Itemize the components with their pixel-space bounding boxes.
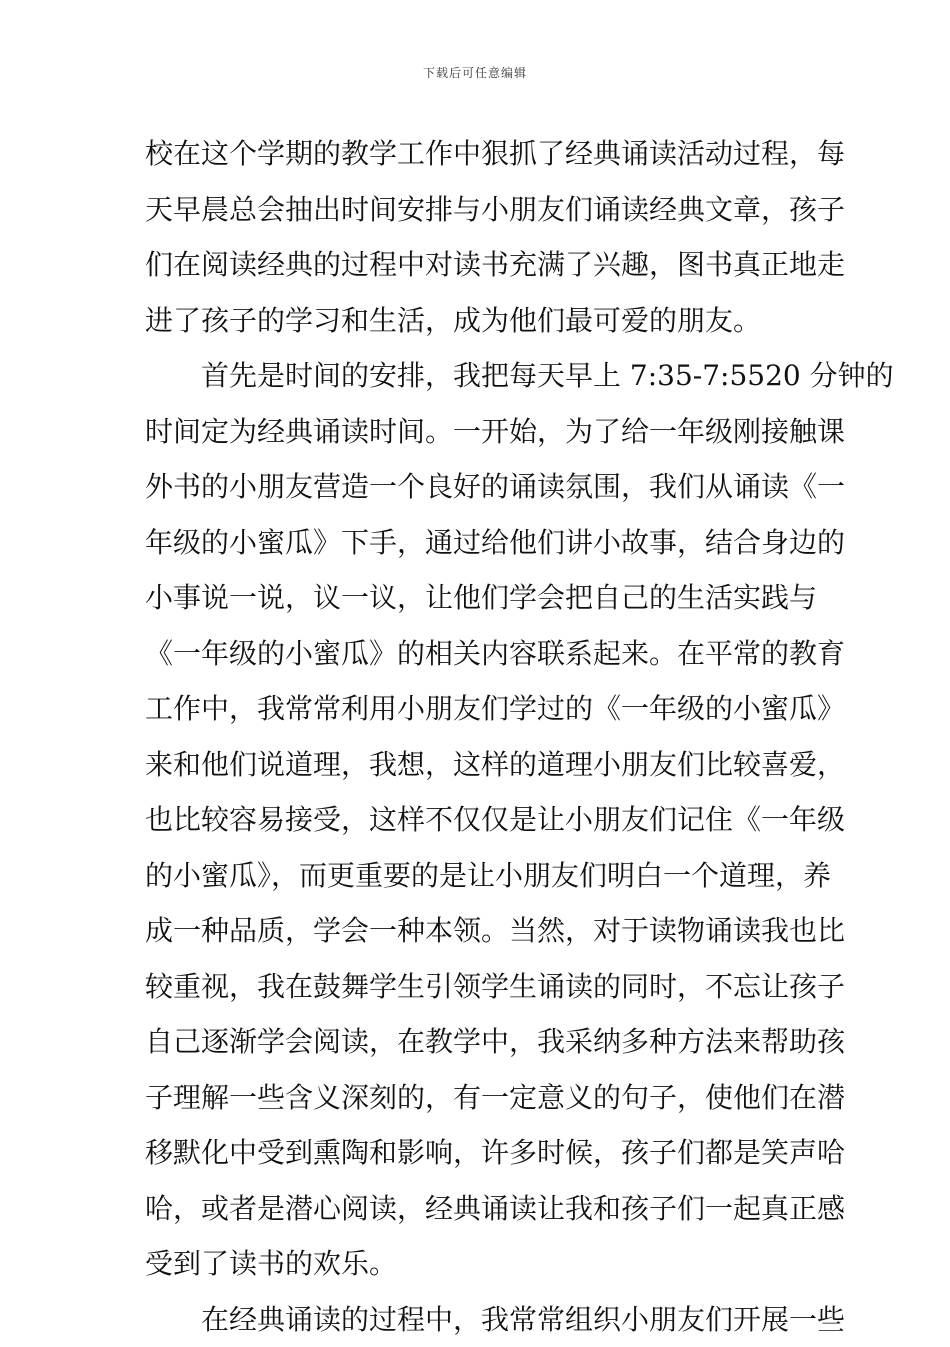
text-line: 移默化中受到熏陶和影响，许多时候，孩子们都是笑声哈: [145, 1125, 810, 1181]
text-line: 时间定为经典诵读时间。一开始，为了给一年级刚接触课: [145, 404, 810, 460]
text-line: 天早晨总会抽出时间安排与小朋友们诵读经典文章，孩子: [145, 182, 810, 238]
text-line: 们在阅读经典的过程中对读书充满了兴趣，图书真正地走: [145, 237, 810, 293]
text-line: 子理解一些含义深刻的，有一定意义的句子，使他们在潜: [145, 1070, 810, 1126]
document-body: [145, 126, 810, 1347]
text-line: 《一年级的小蜜瓜》的相关内容联系起来。在平常的教育: [145, 626, 810, 682]
text-line: 工作中，我常常利用小朋友们学过的《一年级的小蜜瓜》: [145, 681, 810, 737]
text-line: 小事说一说，议一议，让他们学会把自己的生活实践与: [145, 570, 810, 626]
text-line: 哈，或者是潜心阅读，经典诵读让我和孩子们一起真正感: [145, 1181, 810, 1237]
text-line: 也比较容易接受，这样不仅仅是让小朋友们记住《一年级: [145, 792, 810, 848]
text-line: 在经典诵读的过程中，我常常组织小朋友们开展一些: [145, 1292, 810, 1347]
text-line: 外书的小朋友营造一个良好的诵读氛围，我们从诵读《一: [145, 459, 810, 515]
text-line: 进了孩子的学习和生活，成为他们最可爱的朋友。: [145, 293, 810, 349]
page-header: 下载后可任意编辑: [0, 64, 950, 81]
text-line: 的小蜜瓜》，而更重要的是让小朋友们明白一个道理，养: [145, 848, 810, 904]
text-line: 首先是时间的安排，我把每天早上 7:35-7:5520 分钟的: [145, 348, 810, 404]
text-line: 成一种品质，学会一种本领。当然，对于读物诵读我也比: [145, 903, 810, 959]
text-line: 自己逐渐学会阅读，在教学中，我采纳多种方法来帮助孩: [145, 1014, 810, 1070]
text-line: 校在这个学期的教学工作中狠抓了经典诵读活动过程，每: [145, 126, 810, 182]
text-line: 年级的小蜜瓜》下手，通过给他们讲小故事，结合身边的: [145, 515, 810, 571]
text-line: 来和他们说道理，我想，这样的道理小朋友们比较喜爱，: [145, 737, 810, 793]
text-line: 受到了读书的欢乐。: [145, 1236, 810, 1292]
text-line: 较重视，我在鼓舞学生引领学生诵读的同时，不忘让孩子: [145, 959, 810, 1015]
